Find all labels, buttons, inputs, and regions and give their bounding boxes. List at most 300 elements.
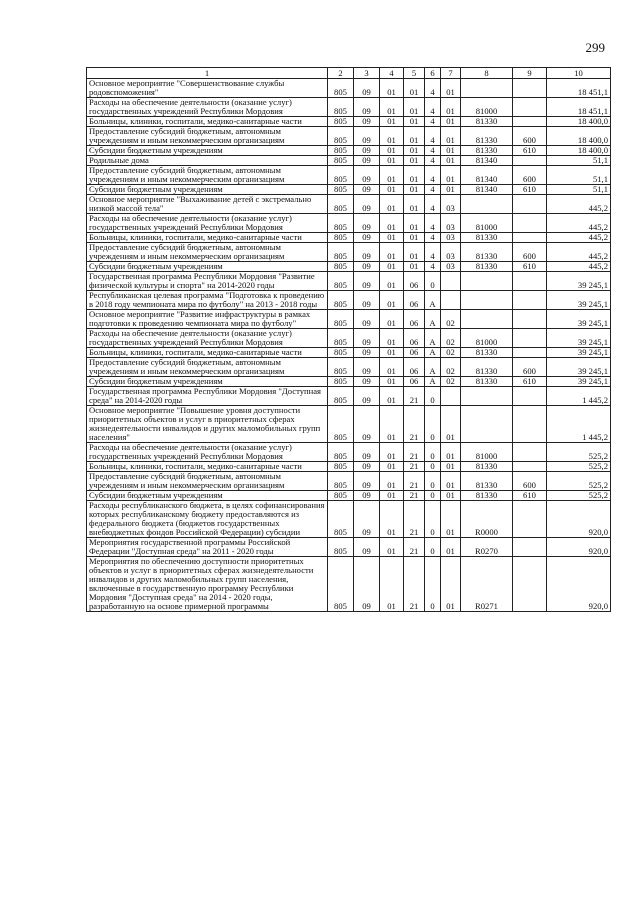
code-subsection: 01 — [380, 262, 404, 272]
code-expense-type — [513, 195, 547, 214]
code-subsection: 01 — [380, 185, 404, 195]
table-row — [87, 377, 611, 387]
table-header-row — [87, 68, 611, 79]
row-description: Субсидии бюджетным учреждениям — [87, 377, 328, 387]
code-subsection: 01 — [380, 146, 404, 156]
column-header: 1 — [87, 68, 328, 79]
row-amount: 18 400,0 — [547, 146, 611, 156]
code-admin: 805 — [328, 462, 354, 472]
code-admin: 805 — [328, 214, 354, 233]
row-description: Предоставление субсидий бюджетным, автономным учреждениям и иным некоммерческим организациям — [87, 166, 328, 185]
code-program: 06 — [404, 272, 425, 291]
column-header: 6 — [425, 68, 441, 79]
code-admin: 805 — [328, 472, 354, 491]
table-row — [87, 127, 611, 146]
code-subprogram: 0 — [425, 538, 441, 557]
code-expense-type — [513, 233, 547, 243]
code-admin: 805 — [328, 146, 354, 156]
row-description: Мероприятия по обеспечению доступности приоритетных объектов и услуг в приоритетных сферах жизнедеятельности инвалидов и других маломобильных групп населения, включенные в государственную программу Республики Мордовия "Доступная среда" на 2014 - 2020 годы, разработанную на основе примерной программы — [87, 557, 328, 612]
code-subprogram: 4 — [425, 243, 441, 262]
row-description: Основное мероприятие "Развитие инфраструктуры в рамках подготовки к проведению чемпионата мира по футболу" — [87, 310, 328, 329]
code-subsection: 01 — [380, 127, 404, 146]
code-subprogram: 0 — [425, 501, 441, 538]
code-subsection: 01 — [380, 472, 404, 491]
code-expense-type: 600 — [513, 472, 547, 491]
code-direction: 81340 — [461, 185, 513, 195]
code-section: 09 — [354, 443, 380, 462]
code-section: 09 — [354, 538, 380, 557]
code-expense-type: 600 — [513, 243, 547, 262]
code-subprogram: 0 — [425, 462, 441, 472]
code-subprogram: А — [425, 348, 441, 358]
code-admin: 805 — [328, 272, 354, 291]
row-amount: 51,1 — [547, 156, 611, 166]
code-subprogram: 4 — [425, 233, 441, 243]
code-subsection: 01 — [380, 387, 404, 406]
code-admin: 805 — [328, 166, 354, 185]
row-amount: 445,2 — [547, 214, 611, 233]
code-admin: 805 — [328, 98, 354, 117]
code-subsection: 01 — [380, 272, 404, 291]
code-section: 09 — [354, 262, 380, 272]
code-section: 09 — [354, 557, 380, 612]
code-event: 01 — [441, 185, 461, 195]
code-direction: 81330 — [461, 491, 513, 501]
row-description: Больницы, клиники, госпитали, медико-санитарные части — [87, 117, 328, 127]
code-expense-type: 610 — [513, 491, 547, 501]
code-section: 09 — [354, 310, 380, 329]
code-program: 21 — [404, 557, 425, 612]
code-direction: R0271 — [461, 557, 513, 612]
code-event: 03 — [441, 214, 461, 233]
code-event: 01 — [441, 117, 461, 127]
code-expense-type: 600 — [513, 166, 547, 185]
code-section: 09 — [354, 166, 380, 185]
row-description: Предоставление субсидий бюджетным, автономным учреждениям и иным некоммерческим организациям — [87, 127, 328, 146]
row-description: Основное мероприятие "Повышение уровня доступности приоритетных объектов и услуг в приоритетных сферах жизнедеятельности инвалидов и других маломобильных групп населения" — [87, 406, 328, 443]
code-direction — [461, 79, 513, 98]
code-event: 03 — [441, 243, 461, 262]
code-direction — [461, 272, 513, 291]
row-description: Субсидии бюджетным учреждениям — [87, 262, 328, 272]
code-program: 21 — [404, 538, 425, 557]
code-admin: 805 — [328, 262, 354, 272]
row-description: Родильные дома — [87, 156, 328, 166]
code-admin: 805 — [328, 501, 354, 538]
code-subsection: 01 — [380, 501, 404, 538]
code-program: 01 — [404, 117, 425, 127]
table-row — [87, 310, 611, 329]
code-admin: 805 — [328, 156, 354, 166]
code-admin: 805 — [328, 348, 354, 358]
code-section: 09 — [354, 358, 380, 377]
code-subprogram: 0 — [425, 406, 441, 443]
row-amount: 18 451,1 — [547, 98, 611, 117]
code-subsection: 01 — [380, 348, 404, 358]
code-event — [441, 291, 461, 310]
table-row — [87, 166, 611, 185]
row-description: Субсидии бюджетным учреждениям — [87, 185, 328, 195]
code-direction: 81340 — [461, 156, 513, 166]
code-event: 01 — [441, 491, 461, 501]
row-amount: 39 245,1 — [547, 272, 611, 291]
code-program: 06 — [404, 329, 425, 348]
code-admin: 805 — [328, 233, 354, 243]
code-program: 21 — [404, 491, 425, 501]
row-amount: 445,2 — [547, 195, 611, 214]
row-description: Больницы, клиники, госпитали, медико-санитарные части — [87, 348, 328, 358]
code-event: 02 — [441, 377, 461, 387]
table-row — [87, 329, 611, 348]
code-direction: 81000 — [461, 329, 513, 348]
code-subsection: 01 — [380, 406, 404, 443]
column-header: 10 — [547, 68, 611, 79]
table-row — [87, 462, 611, 472]
row-amount: 920,0 — [547, 501, 611, 538]
code-subsection: 01 — [380, 291, 404, 310]
code-section: 09 — [354, 472, 380, 491]
code-direction: 81330 — [461, 243, 513, 262]
code-program: 21 — [404, 387, 425, 406]
code-direction: R0000 — [461, 501, 513, 538]
code-admin: 805 — [328, 406, 354, 443]
code-program: 01 — [404, 79, 425, 98]
table-row — [87, 538, 611, 557]
row-amount: 39 245,1 — [547, 348, 611, 358]
table-row — [87, 387, 611, 406]
code-event: 01 — [441, 501, 461, 538]
row-amount: 525,2 — [547, 491, 611, 501]
code-program: 01 — [404, 127, 425, 146]
code-section: 09 — [354, 117, 380, 127]
code-event — [441, 387, 461, 406]
code-program: 06 — [404, 291, 425, 310]
code-subprogram: 0 — [425, 472, 441, 491]
row-amount: 18 451,1 — [547, 79, 611, 98]
row-description: Предоставление субсидий бюджетным, автономным учреждениям и иным некоммерческим организациям — [87, 243, 328, 262]
code-admin: 805 — [328, 377, 354, 387]
code-admin: 805 — [328, 538, 354, 557]
code-subprogram: 4 — [425, 195, 441, 214]
code-expense-type: 600 — [513, 127, 547, 146]
code-expense-type — [513, 156, 547, 166]
code-direction — [461, 195, 513, 214]
row-amount: 51,1 — [547, 166, 611, 185]
code-expense-type — [513, 501, 547, 538]
code-section: 09 — [354, 233, 380, 243]
code-section: 09 — [354, 291, 380, 310]
table-row — [87, 291, 611, 310]
row-description: Расходы республиканского бюджета, в целях софинансирования которых республиканскому бюджету предоставляются из федерального бюджета (бюджетов государственных внебюджетных фондов Российской Федерации) субсидии — [87, 501, 328, 538]
code-event: 03 — [441, 233, 461, 243]
code-program: 21 — [404, 472, 425, 491]
code-direction — [461, 387, 513, 406]
table-row — [87, 472, 611, 491]
code-program: 01 — [404, 98, 425, 117]
code-expense-type: 610 — [513, 262, 547, 272]
row-amount: 1 445,2 — [547, 387, 611, 406]
table-row — [87, 358, 611, 377]
table-row — [87, 491, 611, 501]
row-amount: 51,1 — [547, 185, 611, 195]
code-subsection: 01 — [380, 243, 404, 262]
code-subsection: 01 — [380, 557, 404, 612]
code-program: 01 — [404, 185, 425, 195]
code-subprogram: 4 — [425, 214, 441, 233]
code-expense-type: 610 — [513, 377, 547, 387]
code-program: 01 — [404, 262, 425, 272]
code-section: 09 — [354, 406, 380, 443]
code-direction — [461, 310, 513, 329]
code-admin: 805 — [328, 127, 354, 146]
code-subprogram: 0 — [425, 443, 441, 462]
table-row — [87, 117, 611, 127]
code-expense-type — [513, 98, 547, 117]
code-subprogram: 4 — [425, 166, 441, 185]
page-number: 299 — [585, 40, 605, 55]
code-event: 01 — [441, 538, 461, 557]
code-expense-type — [513, 291, 547, 310]
code-expense-type — [513, 557, 547, 612]
code-program: 01 — [404, 214, 425, 233]
row-description: Субсидии бюджетным учреждениям — [87, 491, 328, 501]
code-event: 01 — [441, 127, 461, 146]
code-subsection: 01 — [380, 329, 404, 348]
budget-table — [86, 67, 611, 612]
code-program: 01 — [404, 166, 425, 185]
code-section: 09 — [354, 377, 380, 387]
code-direction: 81000 — [461, 98, 513, 117]
code-expense-type — [513, 387, 547, 406]
code-direction: 81000 — [461, 214, 513, 233]
row-description: Предоставление субсидий бюджетным, автономным учреждениям и иным некоммерческим организациям — [87, 358, 328, 377]
code-section: 09 — [354, 98, 380, 117]
code-section: 09 — [354, 329, 380, 348]
code-section: 09 — [354, 462, 380, 472]
code-program: 21 — [404, 443, 425, 462]
column-header: 2 — [328, 68, 354, 79]
row-amount: 445,2 — [547, 262, 611, 272]
table-row — [87, 262, 611, 272]
row-description: Расходы на обеспечение деятельности (оказание услуг) государственных учреждений Республики Мордовия — [87, 443, 328, 462]
code-expense-type — [513, 348, 547, 358]
code-program: 01 — [404, 195, 425, 214]
code-section: 09 — [354, 195, 380, 214]
code-event: 03 — [441, 262, 461, 272]
code-admin: 805 — [328, 387, 354, 406]
code-program: 06 — [404, 348, 425, 358]
table-row — [87, 233, 611, 243]
row-description: Предоставление субсидий бюджетным, автономным учреждениям и иным некоммерческим организациям — [87, 472, 328, 491]
row-description: Мероприятия государственной программы Российской Федерации "Доступная среда" на 2011 - 2020 годы — [87, 538, 328, 557]
code-direction: 81330 — [461, 127, 513, 146]
code-expense-type — [513, 117, 547, 127]
code-event: 01 — [441, 557, 461, 612]
code-admin: 805 — [328, 557, 354, 612]
code-section: 09 — [354, 272, 380, 291]
row-description: Государственная программа Республики Мордовия "Развитие физической культуры и спорта" на 2014-2020 годы — [87, 272, 328, 291]
code-subsection: 01 — [380, 98, 404, 117]
code-admin: 805 — [328, 329, 354, 348]
code-subsection: 01 — [380, 377, 404, 387]
code-expense-type: 610 — [513, 185, 547, 195]
code-section: 09 — [354, 214, 380, 233]
code-subprogram: 4 — [425, 156, 441, 166]
code-event — [441, 272, 461, 291]
column-header: 4 — [380, 68, 404, 79]
code-event: 01 — [441, 156, 461, 166]
code-event: 01 — [441, 406, 461, 443]
table-row — [87, 79, 611, 98]
code-direction: 81330 — [461, 358, 513, 377]
code-program: 21 — [404, 462, 425, 472]
code-section: 09 — [354, 491, 380, 501]
code-subprogram: 4 — [425, 185, 441, 195]
code-expense-type — [513, 310, 547, 329]
code-direction: R0270 — [461, 538, 513, 557]
code-program: 06 — [404, 358, 425, 377]
code-subsection: 01 — [380, 358, 404, 377]
code-event: 01 — [441, 79, 461, 98]
row-amount: 1 445,2 — [547, 406, 611, 443]
code-subsection: 01 — [380, 156, 404, 166]
code-section: 09 — [354, 243, 380, 262]
code-subprogram: 4 — [425, 262, 441, 272]
code-subsection: 01 — [380, 214, 404, 233]
code-direction: 81000 — [461, 443, 513, 462]
code-admin: 805 — [328, 117, 354, 127]
code-expense-type — [513, 79, 547, 98]
code-direction: 81330 — [461, 262, 513, 272]
table-row — [87, 98, 611, 117]
code-admin: 805 — [328, 79, 354, 98]
code-section: 09 — [354, 185, 380, 195]
table-row — [87, 214, 611, 233]
table-row — [87, 557, 611, 612]
code-admin: 805 — [328, 185, 354, 195]
row-description: Государственная программа Республики Мордовия "Доступная среда" на 2014-2020 годы — [87, 387, 328, 406]
code-admin: 805 — [328, 310, 354, 329]
code-subprogram: 4 — [425, 79, 441, 98]
code-event: 01 — [441, 146, 461, 156]
code-section: 09 — [354, 127, 380, 146]
code-program: 21 — [404, 501, 425, 538]
code-program: 06 — [404, 377, 425, 387]
code-direction — [461, 406, 513, 443]
row-description: Республиканская целевая программа "Подготовка к проведению в 2018 году чемпионата мира по футболу" на 2013 - 2018 годы — [87, 291, 328, 310]
table-row — [87, 443, 611, 462]
column-header: 5 — [404, 68, 425, 79]
code-event: 01 — [441, 472, 461, 491]
code-event: 02 — [441, 329, 461, 348]
code-subsection: 01 — [380, 443, 404, 462]
code-section: 09 — [354, 146, 380, 156]
code-subprogram: 4 — [425, 117, 441, 127]
code-program: 06 — [404, 310, 425, 329]
code-direction: 81330 — [461, 233, 513, 243]
code-subprogram: 0 — [425, 557, 441, 612]
code-subprogram: 0 — [425, 387, 441, 406]
code-subsection: 01 — [380, 79, 404, 98]
code-expense-type: 610 — [513, 146, 547, 156]
code-expense-type — [513, 214, 547, 233]
row-amount: 39 245,1 — [547, 329, 611, 348]
code-admin: 805 — [328, 195, 354, 214]
code-expense-type — [513, 329, 547, 348]
row-description: Субсидии бюджетным учреждениям — [87, 146, 328, 156]
row-amount: 39 245,1 — [547, 310, 611, 329]
code-admin: 805 — [328, 491, 354, 501]
code-subprogram: 4 — [425, 146, 441, 156]
code-admin: 805 — [328, 358, 354, 377]
row-amount: 39 245,1 — [547, 358, 611, 377]
row-description: Больницы, клиники, госпитали, медико-санитарные части — [87, 462, 328, 472]
row-amount: 525,2 — [547, 472, 611, 491]
code-subsection: 01 — [380, 117, 404, 127]
code-program: 01 — [404, 233, 425, 243]
code-section: 09 — [354, 79, 380, 98]
code-section: 09 — [354, 501, 380, 538]
code-direction — [461, 291, 513, 310]
code-subprogram: А — [425, 291, 441, 310]
table-row — [87, 348, 611, 358]
code-event: 02 — [441, 310, 461, 329]
code-admin: 805 — [328, 243, 354, 262]
code-direction: 81330 — [461, 117, 513, 127]
table-row — [87, 406, 611, 443]
row-amount: 445,2 — [547, 233, 611, 243]
code-program: 01 — [404, 243, 425, 262]
code-program: 21 — [404, 406, 425, 443]
table-row — [87, 501, 611, 538]
row-amount: 18 400,0 — [547, 127, 611, 146]
column-header: 3 — [354, 68, 380, 79]
table-row — [87, 146, 611, 156]
code-direction: 81340 — [461, 166, 513, 185]
code-event: 03 — [441, 195, 461, 214]
code-section: 09 — [354, 387, 380, 406]
code-direction: 81330 — [461, 348, 513, 358]
code-direction: 81330 — [461, 377, 513, 387]
code-expense-type — [513, 406, 547, 443]
code-subprogram: 0 — [425, 272, 441, 291]
code-event: 02 — [441, 358, 461, 377]
table-row — [87, 185, 611, 195]
column-header: 9 — [513, 68, 547, 79]
code-event: 01 — [441, 98, 461, 117]
table-row — [87, 156, 611, 166]
row-amount: 39 245,1 — [547, 291, 611, 310]
row-description: Расходы на обеспечение деятельности (оказание услуг) государственных учреждений Республики Мордовия — [87, 329, 328, 348]
code-expense-type — [513, 538, 547, 557]
code-event: 01 — [441, 443, 461, 462]
code-subsection: 01 — [380, 166, 404, 185]
code-event: 01 — [441, 462, 461, 472]
code-admin: 805 — [328, 443, 354, 462]
code-section: 09 — [354, 156, 380, 166]
code-subsection: 01 — [380, 491, 404, 501]
code-expense-type — [513, 462, 547, 472]
row-amount: 525,2 — [547, 462, 611, 472]
code-expense-type — [513, 272, 547, 291]
table-row — [87, 195, 611, 214]
code-subprogram: 4 — [425, 98, 441, 117]
code-event: 01 — [441, 166, 461, 185]
column-header: 7 — [441, 68, 461, 79]
code-subprogram: 0 — [425, 491, 441, 501]
row-description: Больницы, клиники, госпитали, медико-санитарные части — [87, 233, 328, 243]
code-subsection: 01 — [380, 233, 404, 243]
